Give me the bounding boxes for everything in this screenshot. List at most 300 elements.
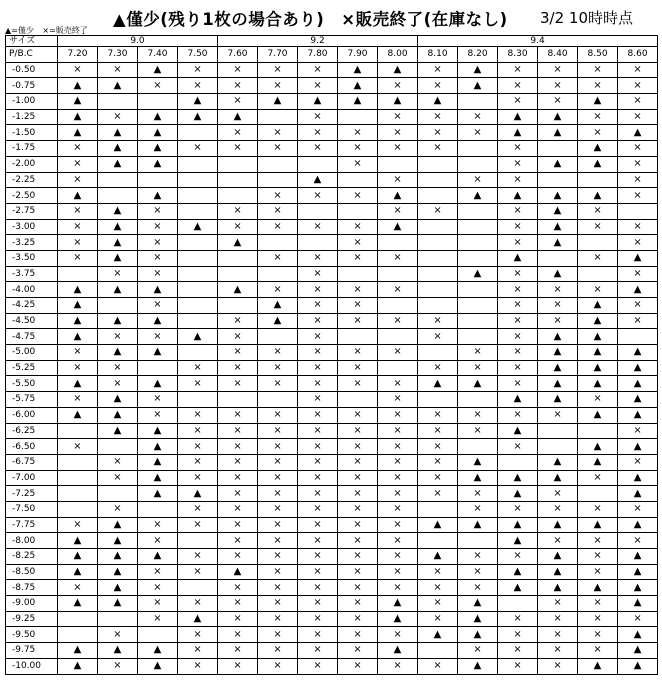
few-stock-mark: ▲	[138, 141, 178, 157]
sold-out-mark: ×	[338, 486, 378, 502]
power-label: -7.00	[6, 470, 58, 486]
empty-cell	[258, 156, 298, 172]
sold-out-mark: ×	[98, 266, 138, 282]
sold-out-mark: ×	[498, 266, 538, 282]
few-stock-mark: ▲	[618, 392, 658, 408]
sold-out-mark: ×	[418, 439, 458, 455]
empty-cell	[458, 141, 498, 157]
sold-out-mark: ×	[258, 423, 298, 439]
sold-out-mark: ×	[338, 156, 378, 172]
few-stock-mark: ▲	[218, 564, 258, 580]
sold-out-mark: ×	[218, 611, 258, 627]
sold-out-mark: ×	[178, 423, 218, 439]
few-stock-mark: ▲	[58, 313, 98, 329]
few-stock-mark: ▲	[98, 78, 138, 94]
sold-out-mark: ×	[298, 643, 338, 659]
empty-cell	[458, 533, 498, 549]
empty-cell	[418, 298, 458, 314]
sold-out-mark: ×	[218, 423, 258, 439]
sold-out-mark: ×	[578, 564, 618, 580]
sold-out-mark: ×	[138, 580, 178, 596]
table-row	[6, 141, 658, 157]
sold-out-mark: ×	[258, 517, 298, 533]
sold-out-mark: ×	[498, 360, 538, 376]
sold-out-mark: ×	[458, 172, 498, 188]
sold-out-mark: ×	[538, 62, 578, 78]
sold-out-mark: ×	[338, 360, 378, 376]
table-row	[6, 423, 658, 439]
few-stock-mark: ▲	[578, 407, 618, 423]
sold-out-mark: ×	[138, 250, 178, 266]
empty-cell	[258, 329, 298, 345]
sold-out-mark: ×	[58, 203, 98, 219]
few-stock-mark: ▲	[538, 235, 578, 251]
empty-cell	[338, 266, 378, 282]
sold-out-mark: ×	[98, 360, 138, 376]
sold-out-mark: ×	[218, 125, 258, 141]
few-stock-mark: ▲	[58, 282, 98, 298]
few-stock-mark: ▲	[178, 611, 218, 627]
sold-out-mark: ×	[338, 533, 378, 549]
sold-out-mark: ×	[498, 219, 538, 235]
few-stock-mark: ▲	[458, 517, 498, 533]
sold-out-mark: ×	[338, 564, 378, 580]
empty-cell	[258, 266, 298, 282]
empty-cell	[378, 298, 418, 314]
sold-out-mark: ×	[578, 250, 618, 266]
few-stock-mark: ▲	[618, 658, 658, 674]
sold-out-mark: ×	[178, 549, 218, 565]
empty-cell	[418, 643, 458, 659]
sold-out-mark: ×	[178, 564, 218, 580]
few-stock-mark: ▲	[498, 188, 538, 204]
sold-out-mark: ×	[258, 125, 298, 141]
few-stock-mark: ▲	[218, 282, 258, 298]
base-curve-group: 9.2	[218, 36, 418, 47]
sold-out-mark: ×	[378, 141, 418, 157]
diameter-header: 7.20	[58, 47, 98, 63]
sold-out-mark: ×	[498, 345, 538, 361]
few-stock-mark: ▲	[458, 62, 498, 78]
few-stock-mark: ▲	[498, 109, 538, 125]
few-stock-mark: ▲	[58, 658, 98, 674]
sold-out-mark: ×	[578, 62, 618, 78]
table-row	[6, 486, 658, 502]
power-label: -2.00	[6, 156, 58, 172]
sold-out-mark: ×	[298, 517, 338, 533]
few-stock-mark: ▲	[498, 423, 538, 439]
power-label: -10.00	[6, 658, 58, 674]
empty-cell	[58, 501, 98, 517]
few-stock-mark: ▲	[498, 580, 538, 596]
sold-out-mark: ×	[618, 423, 658, 439]
few-stock-mark: ▲	[98, 564, 138, 580]
power-label: -7.75	[6, 517, 58, 533]
sold-out-mark: ×	[338, 611, 378, 627]
sold-out-mark: ×	[218, 580, 258, 596]
few-stock-mark: ▲	[98, 423, 138, 439]
sold-out-mark: ×	[98, 376, 138, 392]
sold-out-mark: ×	[498, 282, 538, 298]
sold-out-mark: ×	[58, 219, 98, 235]
sold-out-mark: ×	[258, 470, 298, 486]
sold-out-mark: ×	[58, 360, 98, 376]
few-stock-mark: ▲	[618, 360, 658, 376]
table-row	[6, 454, 658, 470]
few-stock-mark: ▲	[458, 454, 498, 470]
table-row	[6, 580, 658, 596]
sold-out-mark: ×	[58, 392, 98, 408]
few-stock-mark: ▲	[458, 627, 498, 643]
sold-out-mark: ×	[298, 141, 338, 157]
sold-out-mark: ×	[98, 501, 138, 517]
few-stock-mark: ▲	[498, 533, 538, 549]
few-stock-mark: ▲	[578, 298, 618, 314]
sold-out-mark: ×	[418, 360, 458, 376]
empty-cell	[138, 627, 178, 643]
sold-out-mark: ×	[258, 188, 298, 204]
sold-out-mark: ×	[178, 360, 218, 376]
empty-cell	[58, 470, 98, 486]
empty-cell	[218, 298, 258, 314]
sold-out-mark: ×	[578, 627, 618, 643]
empty-cell	[378, 235, 418, 251]
sold-out-mark: ×	[538, 611, 578, 627]
few-stock-mark: ▲	[418, 549, 458, 565]
few-stock-mark: ▲	[578, 188, 618, 204]
empty-cell	[298, 203, 338, 219]
empty-cell	[58, 611, 98, 627]
sold-out-mark: ×	[538, 94, 578, 110]
few-stock-mark: ▲	[458, 596, 498, 612]
sold-out-mark: ×	[458, 360, 498, 376]
few-stock-mark: ▲	[498, 517, 538, 533]
sold-out-mark: ×	[58, 62, 98, 78]
sold-out-mark: ×	[298, 266, 338, 282]
few-stock-mark: ▲	[538, 188, 578, 204]
power-label: -4.75	[6, 329, 58, 345]
power-label: -6.25	[6, 423, 58, 439]
empty-cell	[58, 423, 98, 439]
empty-cell	[418, 533, 458, 549]
sold-out-mark: ×	[218, 78, 258, 94]
sold-out-mark: ×	[338, 125, 378, 141]
few-stock-mark: ▲	[58, 533, 98, 549]
few-stock-mark: ▲	[98, 392, 138, 408]
sold-out-mark: ×	[138, 596, 178, 612]
empty-cell	[458, 313, 498, 329]
sold-out-mark: ×	[578, 78, 618, 94]
sold-out-mark: ×	[298, 407, 338, 423]
sold-out-mark: ×	[378, 172, 418, 188]
sold-out-mark: ×	[418, 78, 458, 94]
sold-out-mark: ×	[178, 62, 218, 78]
sold-out-mark: ×	[378, 313, 418, 329]
sold-out-mark: ×	[138, 392, 178, 408]
table-row	[6, 109, 658, 125]
few-stock-mark: ▲	[138, 376, 178, 392]
sold-out-mark: ×	[258, 643, 298, 659]
sold-out-mark: ×	[498, 156, 538, 172]
sold-out-mark: ×	[418, 596, 458, 612]
few-stock-mark: ▲	[538, 392, 578, 408]
few-stock-mark: ▲	[578, 141, 618, 157]
few-stock-mark: ▲	[618, 282, 658, 298]
sold-out-mark: ×	[418, 62, 458, 78]
sold-out-mark: ×	[298, 564, 338, 580]
sold-out-mark: ×	[618, 141, 658, 157]
diameter-header: 7.60	[218, 47, 258, 63]
empty-cell	[258, 392, 298, 408]
sold-out-mark: ×	[298, 219, 338, 235]
empty-cell	[258, 109, 298, 125]
sold-out-mark: ×	[538, 596, 578, 612]
sold-out-mark: ×	[178, 141, 218, 157]
empty-cell	[418, 282, 458, 298]
few-stock-mark: ▲	[538, 549, 578, 565]
few-stock-mark: ▲	[138, 643, 178, 659]
sold-out-mark: ×	[418, 470, 458, 486]
sold-out-mark: ×	[498, 141, 538, 157]
sold-out-mark: ×	[338, 250, 378, 266]
sold-out-mark: ×	[338, 423, 378, 439]
diameter-header: 7.90	[338, 47, 378, 63]
empty-cell	[178, 266, 218, 282]
sold-out-mark: ×	[218, 313, 258, 329]
few-stock-mark: ▲	[258, 94, 298, 110]
sold-out-mark: ×	[178, 627, 218, 643]
few-stock-mark: ▲	[498, 486, 538, 502]
sold-out-mark: ×	[258, 439, 298, 455]
few-stock-mark: ▲	[618, 643, 658, 659]
table-row	[6, 78, 658, 94]
few-stock-mark: ▲	[538, 203, 578, 219]
sold-out-mark: ×	[618, 62, 658, 78]
few-stock-mark: ▲	[98, 203, 138, 219]
empty-cell	[418, 172, 458, 188]
sold-out-mark: ×	[218, 627, 258, 643]
few-stock-mark: ▲	[458, 78, 498, 94]
few-stock-mark: ▲	[138, 188, 178, 204]
empty-cell	[378, 329, 418, 345]
empty-cell	[178, 156, 218, 172]
few-stock-mark: ▲	[578, 454, 618, 470]
table-row	[6, 188, 658, 204]
empty-cell	[178, 282, 218, 298]
power-label: -6.75	[6, 454, 58, 470]
sold-out-mark: ×	[258, 203, 298, 219]
sold-out-mark: ×	[218, 596, 258, 612]
table-row	[6, 345, 658, 361]
few-stock-mark: ▲	[138, 658, 178, 674]
sold-out-mark: ×	[418, 329, 458, 345]
sold-out-mark: ×	[498, 439, 538, 455]
sold-out-mark: ×	[218, 62, 258, 78]
few-stock-mark: ▲	[538, 517, 578, 533]
empty-cell	[178, 392, 218, 408]
few-stock-mark: ▲	[138, 439, 178, 455]
sold-out-mark: ×	[618, 156, 658, 172]
sold-out-mark: ×	[298, 549, 338, 565]
few-stock-mark: ▲	[538, 376, 578, 392]
sold-out-mark: ×	[338, 376, 378, 392]
empty-cell	[138, 360, 178, 376]
few-stock-mark: ▲	[538, 329, 578, 345]
empty-cell	[218, 188, 258, 204]
sold-out-mark: ×	[138, 564, 178, 580]
sold-out-mark: ×	[578, 501, 618, 517]
sold-out-mark: ×	[418, 125, 458, 141]
few-stock-mark: ▲	[378, 611, 418, 627]
power-label: -8.25	[6, 549, 58, 565]
sold-out-mark: ×	[298, 423, 338, 439]
few-stock-mark: ▲	[258, 313, 298, 329]
table-row	[6, 549, 658, 565]
sold-out-mark: ×	[258, 533, 298, 549]
sold-out-mark: ×	[578, 611, 618, 627]
few-stock-mark: ▲	[578, 313, 618, 329]
sold-out-mark: ×	[138, 266, 178, 282]
few-stock-mark: ▲	[498, 470, 538, 486]
few-stock-mark: ▲	[98, 580, 138, 596]
sold-out-mark: ×	[618, 188, 658, 204]
diameter-header: 7.30	[98, 47, 138, 63]
empty-cell	[538, 141, 578, 157]
sold-out-mark: ×	[178, 643, 218, 659]
sold-out-mark: ×	[338, 596, 378, 612]
sold-out-mark: ×	[378, 627, 418, 643]
table-row	[6, 298, 658, 314]
empty-cell	[498, 596, 538, 612]
empty-cell	[378, 266, 418, 282]
power-label: -8.00	[6, 533, 58, 549]
few-stock-mark: ▲	[618, 517, 658, 533]
sold-out-mark: ×	[178, 596, 218, 612]
sold-out-mark: ×	[298, 298, 338, 314]
few-stock-mark: ▲	[98, 549, 138, 565]
few-stock-mark: ▲	[458, 611, 498, 627]
few-stock-mark: ▲	[618, 580, 658, 596]
table-row	[6, 235, 658, 251]
few-stock-mark: ▲	[418, 627, 458, 643]
few-stock-mark: ▲	[578, 517, 618, 533]
sold-out-mark: ×	[298, 313, 338, 329]
empty-cell	[178, 235, 218, 251]
empty-cell	[418, 219, 458, 235]
empty-cell	[618, 203, 658, 219]
sold-out-mark: ×	[378, 658, 418, 674]
page-title: ▲僅少(残り1枚の場合あり) ×販売終了(在庫なし)	[113, 10, 508, 29]
sold-out-mark: ×	[98, 329, 138, 345]
empty-cell	[178, 533, 218, 549]
sold-out-mark: ×	[178, 78, 218, 94]
sold-out-mark: ×	[338, 298, 378, 314]
few-stock-mark: ▲	[618, 486, 658, 502]
diameter-header: 8.30	[498, 47, 538, 63]
few-stock-mark: ▲	[138, 454, 178, 470]
few-stock-mark: ▲	[138, 109, 178, 125]
sold-out-mark: ×	[258, 596, 298, 612]
few-stock-mark: ▲	[618, 345, 658, 361]
sold-out-mark: ×	[138, 78, 178, 94]
table-row	[6, 282, 658, 298]
few-stock-mark: ▲	[98, 250, 138, 266]
empty-cell	[178, 313, 218, 329]
sold-out-mark: ×	[98, 627, 138, 643]
sold-out-mark: ×	[218, 376, 258, 392]
sold-out-mark: ×	[218, 219, 258, 235]
sold-out-mark: ×	[538, 78, 578, 94]
sold-out-mark: ×	[578, 643, 618, 659]
sold-out-mark: ×	[258, 376, 298, 392]
empty-cell	[178, 345, 218, 361]
few-stock-mark: ▲	[138, 345, 178, 361]
sold-out-mark: ×	[298, 188, 338, 204]
few-stock-mark: ▲	[618, 549, 658, 565]
table-row	[6, 439, 658, 455]
empty-cell	[458, 219, 498, 235]
power-label: -4.25	[6, 298, 58, 314]
few-stock-mark: ▲	[98, 156, 138, 172]
table-row	[6, 501, 658, 517]
few-stock-mark: ▲	[338, 78, 378, 94]
power-label: -9.25	[6, 611, 58, 627]
sold-out-mark: ×	[338, 439, 378, 455]
few-stock-mark: ▲	[178, 219, 218, 235]
sold-out-mark: ×	[498, 407, 538, 423]
sold-out-mark: ×	[538, 627, 578, 643]
sold-out-mark: ×	[338, 517, 378, 533]
sold-out-mark: ×	[578, 549, 618, 565]
few-stock-mark: ▲	[58, 376, 98, 392]
empty-cell	[418, 501, 458, 517]
sold-out-mark: ×	[298, 78, 338, 94]
sold-out-mark: ×	[338, 282, 378, 298]
sold-out-mark: ×	[618, 501, 658, 517]
few-stock-mark: ▲	[138, 313, 178, 329]
few-stock-mark: ▲	[138, 470, 178, 486]
power-label: -5.50	[6, 376, 58, 392]
sold-out-mark: ×	[58, 141, 98, 157]
table-row	[6, 564, 658, 580]
power-label: -3.25	[6, 235, 58, 251]
power-label: -2.50	[6, 188, 58, 204]
few-stock-mark: ▲	[58, 125, 98, 141]
sold-out-mark: ×	[218, 329, 258, 345]
few-stock-mark: ▲	[178, 486, 218, 502]
sold-out-mark: ×	[258, 345, 298, 361]
few-stock-mark: ▲	[98, 345, 138, 361]
empty-cell	[578, 486, 618, 502]
sold-out-mark: ×	[338, 345, 378, 361]
sold-out-mark: ×	[378, 454, 418, 470]
table-row	[6, 658, 658, 674]
sold-out-mark: ×	[538, 643, 578, 659]
few-stock-mark: ▲	[618, 250, 658, 266]
sold-out-mark: ×	[458, 407, 498, 423]
few-stock-mark: ▲	[98, 125, 138, 141]
sold-out-mark: ×	[458, 486, 498, 502]
power-label: -8.75	[6, 580, 58, 596]
sold-out-mark: ×	[258, 141, 298, 157]
sold-out-mark: ×	[458, 345, 498, 361]
few-stock-mark: ▲	[498, 125, 538, 141]
empty-cell	[578, 235, 618, 251]
power-label: -0.75	[6, 78, 58, 94]
sold-out-mark: ×	[258, 580, 298, 596]
sold-out-mark: ×	[338, 643, 378, 659]
few-stock-mark: ▲	[618, 627, 658, 643]
